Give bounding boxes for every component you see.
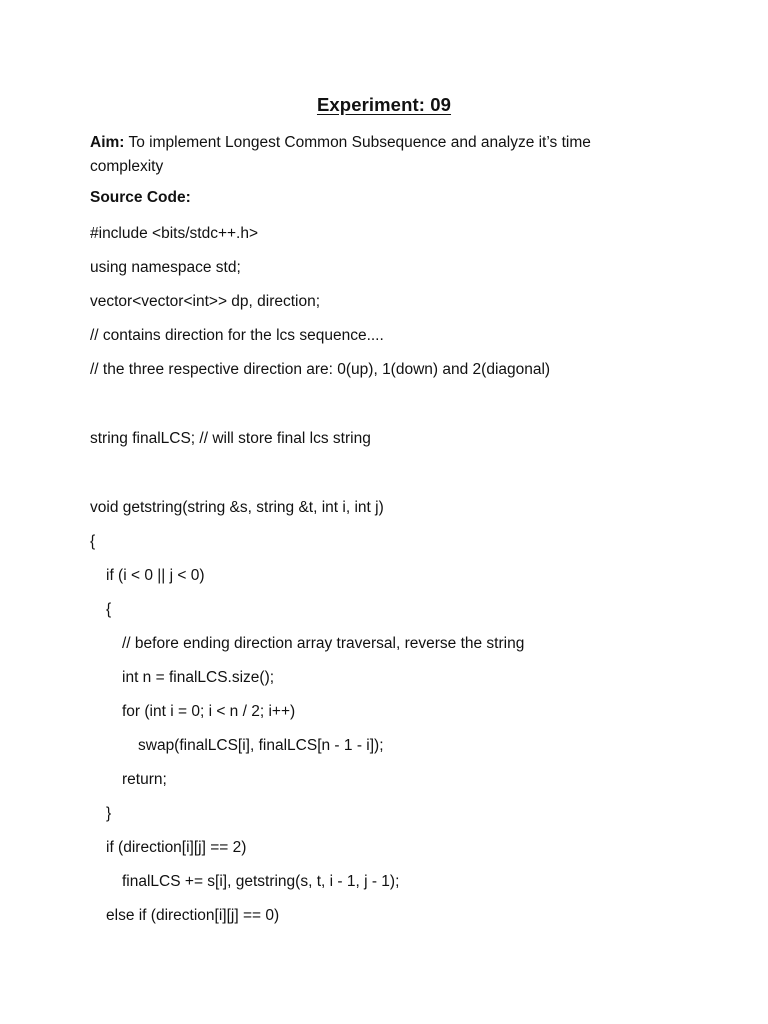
code-line: // before ending direction array traversal, reverse the string — [122, 635, 525, 652]
code-line: // the three respective direction are: 0(up), 1(down) and 2(diagonal) — [90, 361, 551, 378]
code-line: int n = finalLCS.size(); — [122, 669, 275, 686]
code-line: return; — [122, 771, 167, 788]
code-line: if (i < 0 || j < 0) — [106, 567, 205, 584]
aim-paragraph — [90, 131, 650, 179]
source-code-heading: Source Code: — [90, 189, 191, 206]
code-line: string finalLCS; // will store final lcs string — [90, 430, 371, 447]
code-line: // contains direction for the lcs sequence.... — [90, 327, 384, 344]
code-line: using namespace std; — [90, 259, 241, 276]
code-line: void getstring(string &s, string &t, int i, int j) — [90, 499, 384, 516]
code-line: else if (direction[i][j] == 0) — [106, 907, 280, 924]
code-line: swap(finalLCS[i], finalLCS[n - 1 - i]); — [138, 737, 384, 754]
aim-label: Aim: — [90, 134, 125, 151]
code-line: vector<vector<int>> dp, direction; — [90, 293, 321, 310]
code-line: { — [106, 601, 112, 618]
code-line: #include <bits/stdc++.h> — [90, 225, 259, 242]
code-line: finalLCS += s[i], getstring(s, t, i - 1, j - 1); — [122, 873, 400, 890]
code-line: } — [106, 805, 112, 822]
page-title: Experiment: 09 — [316, 94, 452, 115]
aim-text: To implement Longest Common Subsequence and analyze it’s time complexity — [90, 134, 591, 175]
code-line: if (direction[i][j] == 2) — [106, 839, 247, 856]
code-line: { — [90, 533, 96, 550]
code-line: for (int i = 0; i < n / 2; i++) — [122, 703, 296, 720]
